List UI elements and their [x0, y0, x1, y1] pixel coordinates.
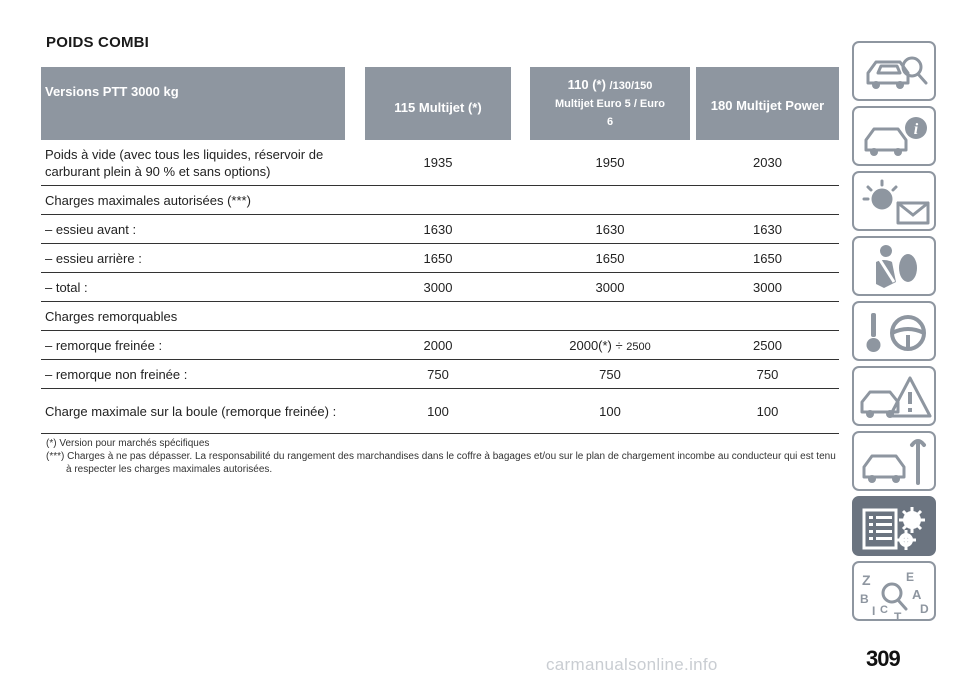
car-wrench-icon[interactable]	[852, 431, 936, 491]
svg-text:E: E	[906, 570, 915, 584]
row-label: – remorque non freinée :	[41, 360, 365, 389]
table-header-row	[41, 67, 839, 140]
row-label: Charge maximale sur la boule (remorque freinée) :	[41, 389, 365, 434]
table-row	[41, 273, 839, 302]
table-row	[41, 244, 839, 273]
cell-110: 3000	[530, 273, 690, 302]
row-label: Charges maximales autorisées (***)	[41, 186, 839, 215]
footnote-market: (*) Version pour marchés spécifiques	[46, 438, 210, 449]
svg-text:i: i	[913, 121, 919, 138]
svg-text:T: T	[894, 610, 902, 623]
key-steering-wheel-icon[interactable]	[852, 301, 936, 361]
cell-180: 100	[696, 389, 839, 434]
row-label: – remorque freinée :	[41, 331, 365, 360]
technical-data-gears-icon[interactable]	[852, 496, 936, 556]
cell-110: 100	[530, 389, 690, 434]
footnote-loads: (***) Charges à ne pas dépasser. La responsabilité du rangement des marchandises dans le coffre à bagages et/ou sur le plan de chargement incombe au conducteur qui est tenu à respecter les charges maximales autorisées.	[46, 451, 836, 475]
cell-115: 750	[365, 360, 511, 389]
table-row	[41, 186, 839, 215]
cell-115: 1935	[365, 140, 511, 186]
section-title: POIDS COMBI	[46, 34, 150, 51]
cell-110: 1950	[530, 140, 690, 186]
table-row	[41, 360, 839, 389]
cell-110: 1630	[530, 215, 690, 244]
table-row	[41, 215, 839, 244]
warning-light-envelope-icon[interactable]	[852, 171, 936, 231]
header-115-multijet: 115 Multijet (*)	[365, 67, 511, 140]
cell-115: 100	[365, 389, 511, 434]
weights-table	[41, 67, 839, 434]
page-number: 309	[866, 646, 900, 671]
cell-180: 1630	[696, 215, 839, 244]
table-row	[41, 331, 839, 360]
table-row	[41, 302, 839, 331]
svg-text:B: B	[860, 592, 869, 606]
car-info-icon[interactable]	[852, 106, 936, 166]
cell-110: 750	[530, 360, 690, 389]
car-warning-triangle-icon[interactable]	[852, 366, 936, 426]
row-label: Charges remorquables	[41, 302, 839, 331]
footnotes	[46, 437, 836, 476]
row-label: Poids à vide (avec tous les liquides, réservoir de carburant plein à 90 % et sans options)	[41, 140, 365, 186]
row-label: – total :	[41, 273, 365, 302]
watermark: carmanualsonline.info	[546, 655, 718, 674]
svg-text:D: D	[920, 602, 929, 616]
alphabetical-index-icon[interactable]	[852, 561, 936, 621]
cell-180: 1650	[696, 244, 839, 273]
svg-text:I: I	[872, 604, 876, 618]
cell-180: 750	[696, 360, 839, 389]
row-label: – essieu arrière :	[41, 244, 365, 273]
cell-180: 2030	[696, 140, 839, 186]
cell-180: 3000	[696, 273, 839, 302]
svg-text:A: A	[912, 587, 922, 602]
cell-110: 2000(*) ÷ 2500	[530, 331, 690, 360]
header-180-multijet-power: 180 Multijet Power	[696, 67, 839, 140]
header-version: Versions PTT 3000 kg	[41, 67, 345, 140]
row-label: – essieu avant :	[41, 215, 365, 244]
table-row	[41, 140, 839, 186]
table-row	[41, 389, 839, 434]
cell-115: 1650	[365, 244, 511, 273]
svg-text:Z: Z	[862, 572, 871, 588]
cell-180: 2500	[696, 331, 839, 360]
svg-text:C: C	[880, 604, 888, 616]
car-magnifier-icon[interactable]	[852, 41, 936, 101]
seatbelt-airbag-icon[interactable]	[852, 236, 936, 296]
cell-115: 1630	[365, 215, 511, 244]
cell-110: 1650	[530, 244, 690, 273]
header-110-130-150-multijet: 110 (*) /130/150 Multijet Euro 5 / Euro 6	[530, 67, 690, 140]
cell-115: 2000	[365, 331, 511, 360]
cell-115: 3000	[365, 273, 511, 302]
